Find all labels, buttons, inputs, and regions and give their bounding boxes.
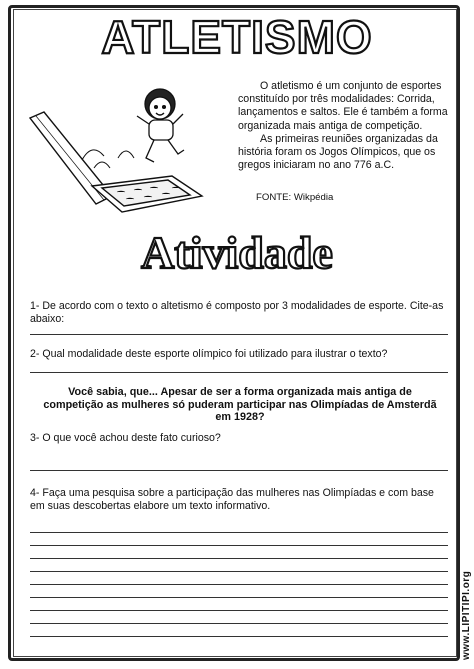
sand-pit-graphic [92, 176, 202, 212]
intro-paragraph-1: O atletismo é um conjunto de esportes constituído por três modalidades: Corrida, lançamentos e saltos. Ele é também a forma organizada mais antiga de competição. [238, 80, 448, 132]
question-4: 4- Faça uma pesquisa sobre a participação das mulheres nas Olimpíadas e com base em suas descobertas elabore um texto informativo. [30, 487, 434, 512]
question-1: 1- De acordo com o texto o altetismo é composto por 3 modalidades de esporte. Cite-as abaixo: [30, 300, 444, 325]
page-title: ATLETISMO [101, 11, 373, 63]
writing-line[interactable] [30, 623, 448, 624]
question-2: 2- Qual modalidade deste esporte olímpico foi utilizado para ilustrar o texto? [30, 348, 388, 360]
did-you-know-text: Você sabia, que... Apesar de ser a forma organizada mais antiga de competição as mulheres só puderam participar nas Olimpíadas de Amsterdã em 1928? [43, 386, 437, 424]
site-credit: www.LIPITIPI.org [461, 570, 472, 660]
writing-line[interactable] [30, 571, 448, 572]
activity-title: Atividade [141, 227, 333, 278]
writing-line[interactable] [30, 610, 448, 611]
question-3: 3- O que você achou deste fato curioso? [30, 432, 221, 444]
writing-line[interactable] [30, 584, 448, 585]
answer-line-q2[interactable] [30, 372, 448, 373]
jump-motion-lines [82, 150, 134, 168]
jumping-child-graphic [137, 89, 184, 162]
writing-line[interactable] [30, 636, 448, 637]
answer-line-q3[interactable] [30, 470, 448, 471]
long-jump-illustration [22, 78, 232, 228]
source-credit: FONTE: Wikpédia [256, 192, 334, 203]
writing-line[interactable] [30, 597, 448, 598]
writing-line[interactable] [30, 532, 448, 533]
answer-line-q1[interactable] [30, 334, 448, 335]
intro-text [238, 80, 453, 172]
writing-line[interactable] [30, 545, 448, 546]
intro-paragraph-2: As primeiras reuniões organizadas da história foram os Jogos Olímpicos, que os gregos iniciaram no ano 776 a.C. [238, 132, 438, 172]
writing-line[interactable] [30, 558, 448, 559]
